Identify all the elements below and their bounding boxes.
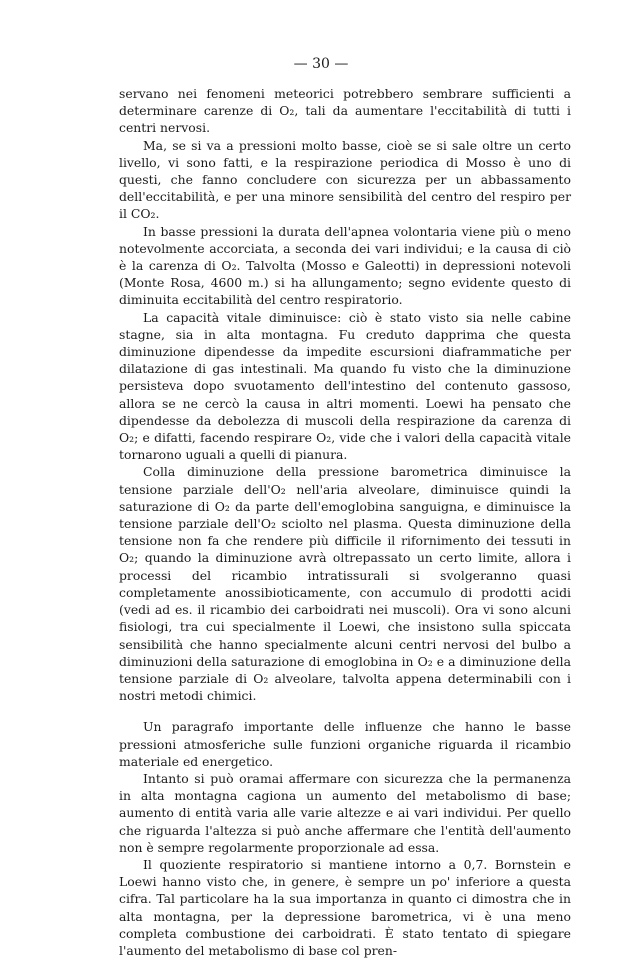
paragraph-3: In basse pressioni la durata dell'apnea volontaria viene più o meno notevolmente accorciata, a seconda dei vari individui; e la causa di ciò è la carenza di O₂. Talvolta (Mosso e Galeotti) in depressioni notevoli (Monte Rosa, 4600 m.) si ha allungamento; segno evidente questo di diminuita eccitabilità del centro respiratorio. xyxy=(119,223,571,308)
paragraph-4: La capacità vitale diminuisce: ciò è stato visto sia nelle cabine stagne, sia in alta montagna. Fu creduto dapprima che questa diminuzione dipendesse da impedite escursioni diaframmatiche per dilatazione di gas intestinali. Ma quando fu visto che la diminuzione persisteva dopo svuotamento dell'intestino del contenuto gassoso, allora se ne cercò la causa in altri momenti. Loewi ha pensato che dipendesse da debolezza di muscoli della respirazione da carenza di O₂; e difatti, facendo respirare O₂, vide che i valori della capacità vitale tornarono uguali a quelli di pianura. xyxy=(119,309,571,463)
paragraph-6: Un paragrafo importante delle influenze che hanno le basse pressioni atmosferiche sulle funzioni organiche riguarda il ricambio materiale ed energetico. xyxy=(119,719,571,769)
paragraph-8: Il quoziente respiratorio si mantiene intorno a 0,7. Bornstein e Loewi hanno visto che, in genere, è sempre un po' inferiore a questa cifra. Tal particolare ha la sua importanza in quanto ci dimostra che in alta montagna, per la depressione barometrica, vi è una meno completa combustione dei carboidrati. È stato tentato di spiegare l'aumento del metabolismo di base col pren- xyxy=(119,856,571,958)
paragraph-7: Intanto si può oramai affermare con sicurezza che la permanenza in alta montagna cagiona un aumento del metabolismo di base; aumento di entità varia alle varie altezze e ai vari individui. Per quello che riguarda l'altezza si può anche affermare che l'entità dell'aumento non è sempre regolarmente proporzionale ad essa. xyxy=(119,770,571,855)
page-number: — 30 — xyxy=(293,56,349,72)
paragraph-1: servano nei fenomeni meteorici potrebbero sembrare sufficienti a determinare carenze di O₂, tali da aumentare l'eccitabilità di tutti i centri nervosi. xyxy=(119,86,571,136)
body-text xyxy=(119,85,571,959)
paragraph-2: Ma, se si va a pressioni molto basse, cioè se si sale oltre un certo livello, vi sono fatti, e la respirazione periodica di Mosso è uno di questi, che fanno concludere con sicurezza per un abbassamento dell'eccitabilità, e per una minore sensibilità del centro del respiro per il CO₂. xyxy=(119,137,571,222)
paragraph-5: Colla diminuzione della pressione barometrica diminuisce la tensione parziale dell'O₂ nell'aria alveolare, diminuisce quindi la saturazione di O₂ da parte dell'emoglobina sanguigna, e diminuisce la tensione parziale dell'O₂ sciolto nel plasma. Questa diminuzione della tensione non fa che rendere più difficile il rifornimento dei tessuti in O₂; quando la diminuzione avrà oltrepassato un certo limite, allora i processi del ricambio intratissurali si svolgeranno quasi completamente anossibioticamente, con accumulo di prodotti acidi (vedi ad es. il ricambio dei carboidrati nei muscoli). Ora vi sono alcuni fisiologi, tra cui specialmente il Loewi, che insistono sulla spiccata sensibilità che hanno specialmente alcuni centri nervosi del bulbo a diminuzioni della saturazione di emoglobina in O₂ e a diminuzione della tensione parziale di O₂ alveolare, talvolta appena determinabili con i nostri metodi chimici. xyxy=(119,464,571,704)
